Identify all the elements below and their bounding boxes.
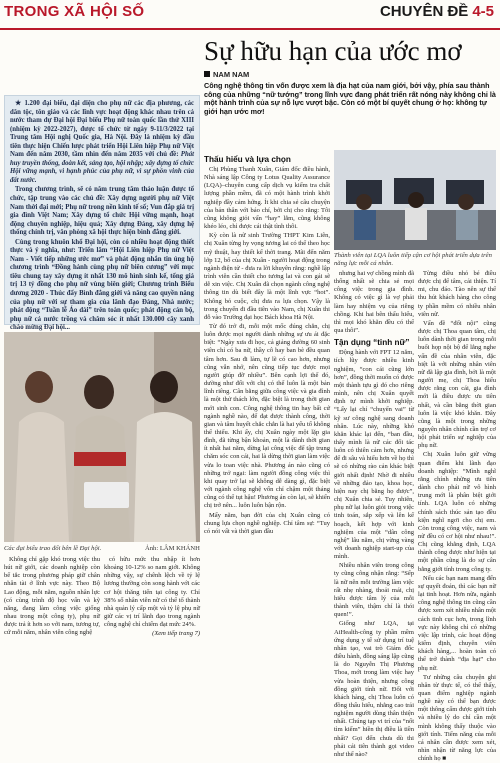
col1-paragraph: Từ đó trở đi, mỗi một mốc đúng chắn, chị luôn được mọi người dành những sự ưu ái đặc biệt: “Ngày xưa đi học, cả giảng đường 60 sinh viên chỉ có ba nữ, thầy cô hay ban bè đều quan tâm hơn. Sau đi làm, tự lẽ có cao hơn, nhưng cũng vẫn nhớ, nên cũng tiếp tục được mọi người giúp đỡ nhiều”. Bên cạnh lợi thế đó, dường như đối với chị có thể luôn là một bản lĩnh riêng. Cân bằng giữa công việc và gia đình là một thử thách lớn, đặc biệt là trong thời gian mới sinh con. Công nghệ thông tin hay bất cứ ngành nghề nào, để đạt được thành công, thời gian và tâm huyết chắc chắn là hai yếu tố không thể thiếu. Khi ấy, chị Xuân ngày một lặp gia đình, đã từng bận khoản, một là dành thời gian ít nhất hai năm, dừng lại công việc để tập trung chăm sóc con cái, hai là dừng thời gian làm việc vừa lo toan việc nhà. Phương án nào cũng có những trở ngại: làm người đồng công việc thì khi quay trở lại sẽ không dễ dàng gì, đặc biệt với ngành công nghệ vốn chỉ chậm một tháng cũng có thể tụt hậu! Phương án còn lại, sẽ khiến chị trở nên... luôn luôn bận rộn. [204, 322, 330, 510]
topic-label [380, 3, 494, 20]
photo1-caption: Các đại biểu trao đổi bên lề Đại hội. [4, 545, 102, 552]
col1-paragraph: Kỳ còn là nữ sinh Trường THPT Kim Liên, chị Xuân từng hy vọng tương lai có thể theo học mỹ thuật, hay thiết kế thời trang. Mãi đến năm lớp 12, bố của chị Xuân - người hoạt động trong ngành điện tử - đưa ra lời khuyên rằng: nghề lập trình viên cần thiết cho tương lai và con gái sẽ dễ xin việc. Chị Xuân đã chọn ngành công nghệ thông tin dù biết đây là một lĩnh vực “hot”. Không bỏ cuộc, chị đưa ra lựa chọn. Vậy là trong chuyến đi đầu tiên vào Nam, chị Xuân thi đỗ vào Trường đại học Bách khoa Hà Nội. [204, 232, 331, 321]
side-paragraph-1: Không chỉ gặp khó trong việc thu hút nữ giới, các doanh nghiệp còn bế tắc trong phương pháp giữ chân nhân tài ở lĩnh vực này. Theo Bộ Lao động, mỗi năm, nguồn nhân lực (có cùng trình độ học vấn và kỹ năng, đang làm công việc giống nhau trong một công ty), phụ nữ được trả ít hơn so với nam, tương tự, cứ mỗi năm, nhân viên công nghệ [4, 556, 100, 637]
col2-paragraph: Nhiều nhân viên trong công ty cũng công nhận rằng: “Sếp là nữ nên mỗi trường làm việc rất nhẹ nhàng, thoải mái, chị hiểu được tâm lý của mỗi thành viên, thậm chí là thói quen!”. [334, 562, 414, 619]
box-theme: Phát huy truyền thống, đoàn kết, sáng tạo, hội nhập; xây dựng tổ chức Hội vững mạnh, vì hạnh phúc của phụ nữ, vì sự phồn vinh của đất nước. [10, 151, 195, 184]
col2-paragraph: Động hành với FPT 12 năm, tích lũy được nhiều kinh nghiệm, “con cái cũng lớn hơn”, đồng thời muốn có được một thành tựu gì đó cho riêng mình, nên chị Xuân quyết định tự mình khởi nghiệp. “Lấy lại chí “chuyển vai” từ kỹ sư công nghệ sang doanh nhân. Lúc này, những khó khăn khác lại đến, “ban đầu, thấy mình là nữ các đối tác luôn có thiên cảm hơn, nhưng để đi sâu và hiểu hơn về họ thì sẽ có những rào cản khác biệt giới nhất định! Nhờ đi nhiều về những đảo tạo, khoa học, hiện nay chị bằng họ được”, chị Xuân chia sẻ. Tuy nhiên, phụ nữ lại luôn giỏi trong việc tinh toán, sắp xếp và lên kế hoạch, kết hợp với kinh nghiệm của một “dân công nghệ” lâu năm, chị vừng vàng với doanh nghiệp start-up của mình. [334, 349, 414, 561]
col2-paragraph: nhưng hai vợ chồng mình đã thống nhất sẽ chia sẻ mọi công việc trong gia đình. Không có việc gì là vợ phải làm hay nhiệm vụ của riêng chồng. Khi hai bên thấu hiểu, thì mọi khó khăn đều có thể qua thôi”. [334, 270, 414, 335]
page-header [0, 0, 500, 30]
box-paragraph-3: Cùng trong khuôn khổ Đại hội, còn có nhiều hoạt động thiết thực và ý nghĩa, như: Triển lãm “Hội Liên hiệp Phụ nữ Việt Nam - Viết tiếp những ước mơ” và phát động nhắn tin ủng hộ chương trình “Đồng hành cùng phụ nữ biên cương” với mục tiêu chung tay xây dựng ít nhất 130 mô hình sinh kế, tổng giá trị 13 tỷ đồng cho phụ nữ vùng biên giới; Chương trình Biểu dương 2020 - Thúc đẩy Bình đẳng giới và nâng cao quyền năng của phụ nữ với sự tham gia của lãnh đạo Đảng, Nhà nước; phát động “Tuần lễ Áo dài” trên toàn quốc; phát động cán bộ, phụ nữ cả nước trồng và chăm sóc ít nhất 130.000 cây xanh chào mừng Đại hội... [10, 238, 194, 332]
page-numbers: 4-5 [472, 3, 494, 20]
continued-note: (Xem tiếp trang 7) [152, 630, 200, 638]
topic-text: CHUYÊN ĐỀ [379, 3, 469, 20]
subheading-2: Tận dụng “tinh nữ” [334, 338, 410, 348]
col1-paragraph: Mấy năm, bạn đời của chị Xuân cũng có chung lựa chọn nghề nghiệp. Chỉ tâm sự: “Tuy có nói vất và thời gian đầu [204, 511, 330, 535]
side-paragraph-2: có hữu mức thu nhập ít hơn khoảng 10-12% so nam giới. Không những vậy, sự chênh lệch về tỷ lệ lương thường còn song hành với các cơ hội thăng tiến tại công ty. Chỉ 38% số nhân viên nữ có thể tố thành nhà quản lý cấp một và tỷ lệ phụ nữ giữ các vị trí lãnh đạo trong ngành công nghệ chỉ chiếm đạt mức 24%. [104, 556, 200, 629]
subheading-1: Thấu hiểu và lựa chọn [204, 155, 291, 164]
section-title: TRONG XÃ HỘI SỐ [4, 3, 145, 20]
box-intro: ★ 1.200 đại biểu, đại diện cho phụ nữ các địa phương, các dân tộc, tôn giáo và các lĩnh vực hoạt động khác nhau trên cả nước tham dự Đại hội Đại biểu Phụ nữ toàn quốc lần thứ XIII (nhiệm kỳ 2022-2027), được tổ chức từ ngày 9-11/3/2022 tại Trung tâm Hội nghị Quốc gia, Hà Nội. Đây là nhiệm kỳ đầu tiên thực hiện Chiến lược phát triển Hội Liên hiệp Phụ nữ Việt Nam đến năm 2030, tầm nhìn đến năm 2035 với chủ đề: [10, 100, 194, 159]
col3-paragraph: Tư những câu chuyện ghi nhân từ thực tế, có thể thấy, quan điểm nghiệp ngành nghề này có thể bạn được một thông cấm được giới tính và nhiều lý do chỉ cần một mình không thấy thuộc vào giới tính. Tiểm năng của mỗi cá nhân cần được xem xét, nhìn nhận từ năng lực của chính họ ■ [418, 673, 496, 763]
box-paragraph-2: Trong chương trình, sẽ có năm trung tâm thảo luận được tổ chức, tập trung vào các chủ đề: Xây dựng người phụ nữ Việt Nam thời đại mới; Phụ nữ trong nền kinh tế số; Vun đắp giá trị gia đình Việt Nam; Xây dựng tổ chức Hội vững mạnh, hoạt động chuyên nghiệp, hiệu quả; Xây dựng Đảng, xây dựng hệ thống chính trị, văn phòng xã hội thực hiện bình đẳng giới. [10, 186, 194, 237]
photo2-caption: Thành viên tại LQA luôn tiếp cận cơ hội phát triển dựa trên năng lực mỗi cá nhân. [334, 252, 492, 267]
box-text [10, 100, 194, 333]
article-column-3 [418, 270, 496, 763]
author-byline: NAM NAM [204, 70, 249, 79]
col2-paragraph: Giống như LQA, tại AiHealth-công ty phần mềm ứng dụng y tế sử dụng trí tuệ nhân tạo, vai trò Giám đốc điều hành, đồng sáng lập cũng là do Nguyễn Thị Phương Thoa, mới trong làm việc hay vừa hoàn thiện, nhưng công đồng giới tính nữ. Đối với khách hàng, chị Thoa luôn có đồng thấu hiểu, nhằng cao trải nghiệm người dùng thân thiện nhất. Chúng tạp vi trí của “nốt tìm kiếm” hiền thị điều là tiền nhất? Gọi đến chưa dù thi phải cái tiên thành gọi video như thế nào? [334, 620, 414, 758]
photo1-credit: Ảnh: LÂM KHÁNH [145, 545, 200, 552]
congress-photo [4, 332, 200, 542]
col1-paragraph: Chị Phùng Thanh Xuân, Giám đốc điều hành, Nhà sáng lập Công ty Lotus Quality Assurance (LQA)–chuyên cung cấp dịch vụ kiểm tra chất lượng phần mềm, đã có một hành trình khởi nghiệp đầy cảm hứng. Ít khi chia sẻ câu chuyện của bản thân với báo chí, bởi chị cho rằng: Tôi cũng không giỏi vấn “hay” lắm, cũng không khéo léo, chỉ được cái thật tình thôi. [204, 166, 330, 231]
team-illustration [334, 150, 496, 250]
lqa-team-photo [334, 150, 496, 250]
delegates-illustration [4, 332, 200, 542]
article-lead: Công nghệ thông tin vốn được xem là địa hạt của nam giới, bởi vậy, phía sau thành công của những “nữ tướng” trong lĩnh vực đang phát triển rất nóng này không chỉ là một hành trình của sự nỗ lực vượt bậc. Còn có một bí quyết chung ở họ: không tự giới hạn ước mơ! [204, 81, 496, 116]
side-column-2 [104, 556, 200, 732]
article-column-2 [334, 270, 414, 758]
col3-paragraph: Từng điều nhỏ bé điều được chị để tâm, cải thiện. Tí mi, chu đáo. Tào nên sự thể thu hút khách hàng cho công ty phần mềm có nhiều nhân viên nữ. [418, 270, 496, 318]
side-column-1 [4, 556, 100, 732]
col3-paragraph: Nếu các bạn nam mang đến sự quyết đoán, thì các bạn nữ lại tinh hoạt. Hơn nữa, ngành công nghệ thông tin cũng cần được xem xét nhiều nhân một cách tinh cục hơn, trong lĩnh vực này không chỉ có những việc lập trình, các hoạt động kiểm định, chuyên viên khách hàng,... hoàn toàn có thể trở thành “địa hạt” cho phụ nữ. [418, 574, 496, 672]
article-title: Sự hữu hạn của ước mơ [204, 36, 462, 66]
article-column-1 [204, 152, 330, 732]
col3-paragraph: Chị Xuân luôn giữ vững quan điểm khi lãnh đạo doanh nghiệp: “Mình nghĩ rằng chính những ưu tiên dành cho phái nữ vô hình trung mới là phân biệt giới tính. LQA luôn có những chính sách thúc sản tạo đều kiện nghĩ ngơi cho chị em. Còn trong công việc, nam và nữ đều có cơ hội như nhau!”. Chị cũng khẳng định, LQA thành công được như hiện tại một phần cũng là do sự cân bằng giới tính trong công ty. [418, 451, 496, 573]
congress-info-box [4, 95, 200, 332]
col3-paragraph: Vấn đề “đối nội” cũng được chị Thoa quan tâm, chị luôn dành thời gian trong mỗi buổi họp nội bộ để lắng nghe vấn đề của nhân viên, đặc biệt là với những nhân viên nữ đã lập gia đình, bởi là một người mẹ, chị Thoa hiểu được rằng con cái, gia đình mới là điều được ưu tiên nhất, và cần bằng thời gian luôn là việc khó khăn. Đây cũng là một trong những nguyên nhân chính cần trợ cơ hội phát triển sự nghiệp của phụ nữ. [418, 319, 496, 450]
